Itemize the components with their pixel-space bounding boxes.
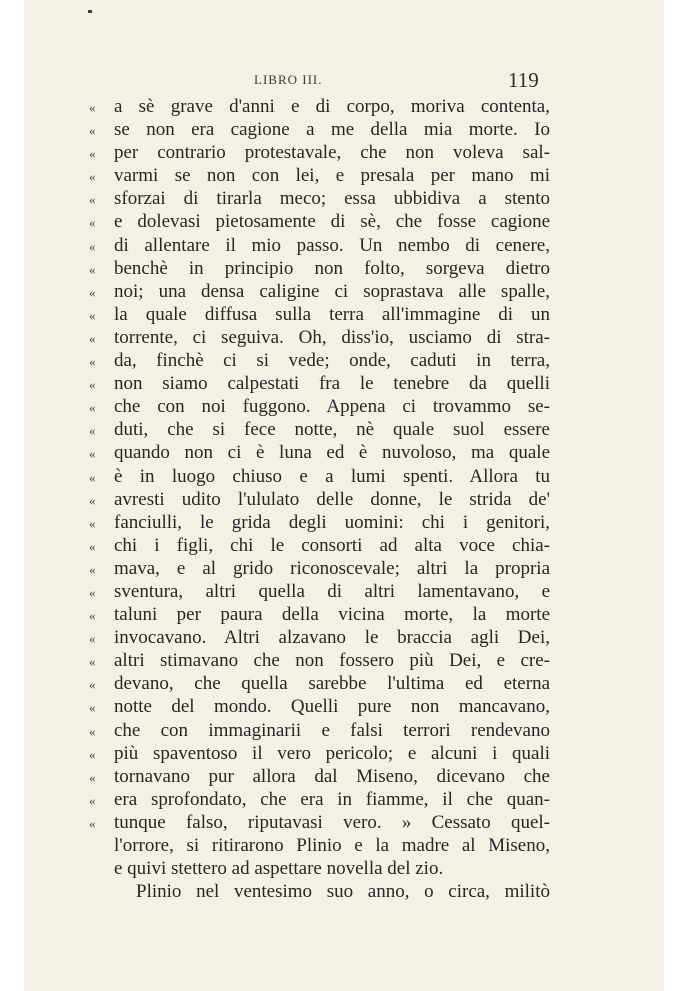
text-line [89,118,550,141]
line-text: notte del mondo. Quelli pure non mancavano, [114,696,550,718]
body-text [89,95,550,903]
text-line [89,788,550,811]
line-text: per contrario protestavale, che non voleva sal- [114,142,550,164]
running-title: LIBRO III. [254,72,323,87]
text-line [89,580,550,603]
quote-mark: « [89,746,96,762]
line-text: devano, che quella sarebbe l'ultima ed eterna [114,673,550,695]
quote-mark: « [89,631,96,647]
quote-mark: « [89,492,96,508]
line-text: varmi se non con lei, e presala per mano mi [114,165,550,187]
text-line [89,395,550,418]
text-line [89,303,550,326]
line-text: chi i figli, chi le consorti ad alta voce chia- [114,534,550,556]
line-text: non siamo calpestati fra le tenebre da quelli [114,373,550,395]
line-text: benchè in principio non folto, sorgeva dietro [114,257,550,279]
line-text: avresti udito l'ululato delle donne, le strida de' [114,488,550,510]
quote-mark: « [89,100,96,115]
line-text: la quale diffusa sulla terra all'immagine di un [114,303,550,325]
text-line [89,210,550,233]
text-line [89,626,550,649]
page-header [24,66,664,90]
line-text: altri stimavano che non fossero più Dei, e cre- [114,650,550,672]
text-line [89,534,550,557]
text-line [89,257,550,280]
line-text: sforzai di tirarla meco; essa ubbidiva a stento [114,188,550,210]
text-line [89,649,550,672]
text-line [89,672,550,695]
text-line [89,441,550,464]
line-text: da, finchè ci si vede; onde, caduti in terra, [114,350,550,372]
quote-mark: « [89,815,96,831]
text-line [89,742,550,765]
text-line [89,326,550,349]
line-text: duti, che si fece notte, nè quale suol essere [114,419,550,441]
line-text: sventura, altri quella di altri lamentavano, e [114,580,550,602]
quote-mark: « [89,608,96,624]
text-line [89,811,550,834]
quote-mark: « [89,261,96,277]
quote-mark: « [89,123,96,139]
line-text: di allentare il mio passo. Un nembo di cenere, [114,234,550,256]
quote-mark: « [89,792,96,808]
quote-mark: « [89,330,96,346]
line-text: che con noi fuggono. Appena ci trovammo se- [114,396,550,418]
quote-mark: « [89,538,96,554]
line-text: e dolevasi pietosamente di sè, che fosse cagione [114,211,550,233]
text-line [89,280,550,303]
quote-mark: « [89,723,96,739]
line-text: a sè grave d'anni e di corpo, moriva contenta, [114,96,550,117]
text-line [89,765,550,788]
text-line [114,880,550,903]
text-line [89,164,550,187]
quote-mark: « [89,469,96,485]
line-text: fanciulli, le grida degli uomini: chi i genitori, [114,511,550,533]
text-line [89,695,550,718]
text-line [89,719,550,742]
line-text: era sprofondato, che era in fiamme, il che quan- [114,788,550,810]
text-line [114,834,550,857]
text-line [114,857,550,880]
line-text: invocavano. Altri alzavano le braccia agli Dei, [114,627,550,649]
quote-mark: « [89,307,96,323]
quote-mark: « [89,769,96,785]
quote-mark: « [89,677,96,693]
quote-mark: « [89,400,96,416]
line-text: torrente, ci seguiva. Oh, diss'io, usciamo di stra- [114,326,550,348]
line-text: che con immaginarii e falsi terrori rendevano [114,719,550,741]
quote-mark: « [89,169,96,185]
text-line [89,234,550,257]
text-line [89,372,550,395]
text-line [89,187,550,210]
text-line [89,488,550,511]
text-line [89,557,550,580]
line-text: tornavano pur allora dal Miseno, dicevano che [114,765,550,787]
quote-mark: « [89,423,96,439]
text-line [89,349,550,372]
line-text: se non era cagione a me della mia morte. Io [114,119,550,141]
quote-mark: « [89,284,96,300]
text-line [89,95,550,118]
text-line [89,511,550,534]
line-text: è in luogo chiuso e a lumi spenti. Allora tu [114,465,550,487]
text-line [89,465,550,488]
line-text: tunque falso, riputavasi vero. » Cessato quel- [114,811,550,833]
quote-mark: « [89,654,96,670]
page-number: 119 [508,68,539,92]
line-text: più spaventoso il vero pericolo; e alcuni i quali [114,742,550,764]
text-line [89,603,550,626]
line-text: mava, e al grido riconoscevale; altri la propria [114,557,550,579]
quote-mark: « [89,215,96,231]
book-page [24,0,664,991]
quote-mark: « [89,561,96,577]
line-text: Plinio nel ventesimo suo anno, o circa, militò [136,881,550,903]
quote-mark: « [89,192,96,208]
edge-speck [88,10,92,13]
line-text: quando non ci è luna ed è nuvoloso, ma quale [114,442,550,464]
quote-mark: « [89,238,96,254]
quote-mark: « [89,700,96,716]
text-line [89,418,550,441]
quote-mark: « [89,354,96,370]
line-text: noi; una densa caligine ci soprastava alle spalle, [114,280,550,302]
line-text: l'orrore, si ritirarono Plinio e la madre al Miseno, [114,835,550,856]
line-text: e quivi stettero ad aspettare novella del zio. [114,858,444,880]
quote-mark: « [89,146,96,162]
quote-mark: « [89,584,96,600]
quote-mark: « [89,377,96,393]
quote-mark: « [89,446,96,462]
quote-mark: « [89,515,96,531]
text-line [89,141,550,164]
line-text: taluni per paura della vicina morte, la morte [114,604,550,626]
